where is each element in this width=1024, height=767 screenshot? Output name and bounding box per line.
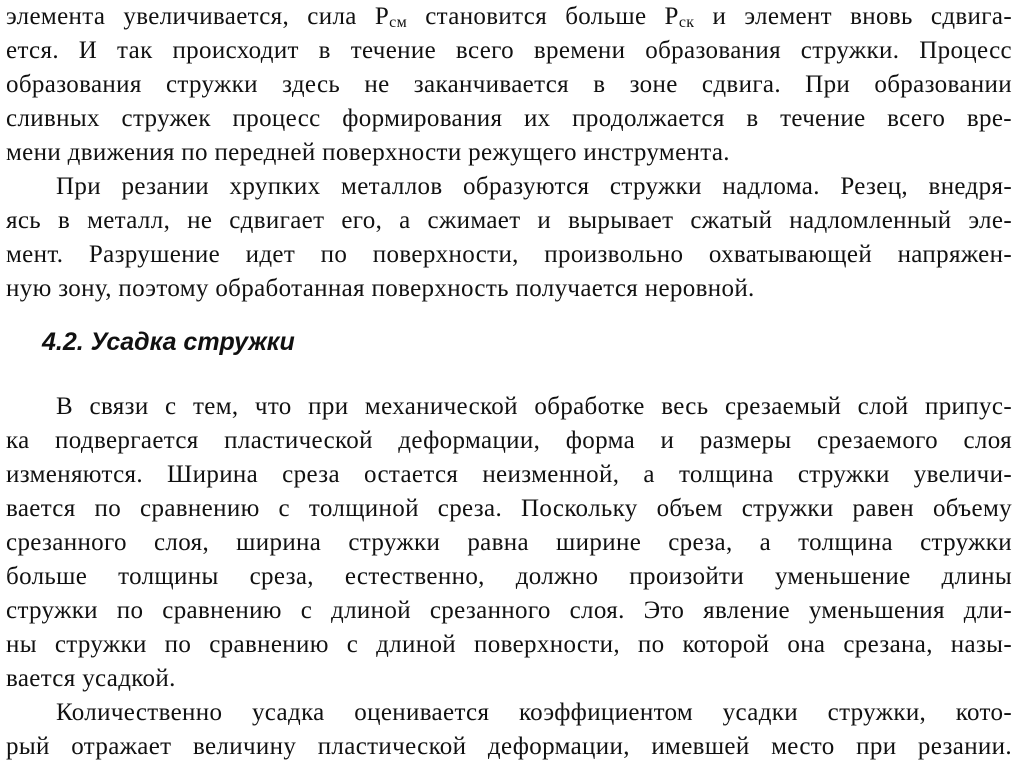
text-line: больше толщины среза, естественно, должно произойти уменьшение длины: [6, 563, 1012, 590]
text-line: стружки по сравнению с длиной срезанного слоя. Это явление уменьшения дли-: [6, 597, 1012, 624]
text-line: мени движения по передней поверхности режущего инструмента.: [6, 139, 730, 166]
text-line: ны стружки по сравнению с длиной поверхности, по которой она срезана, назы-: [6, 631, 1012, 658]
text-line: ка подвергается пластической деформации, форма и размеры срезаемого слоя: [6, 427, 1012, 454]
text-line: При резании хрупких металлов образуются стружки надлома. Резец, внедря-: [56, 173, 1012, 200]
text-line: образования стружки здесь не заканчивается в зоне сдвига. При образовании: [6, 71, 1012, 98]
text-line: сливных стружек процесс формирования их продолжается в течение всего вре-: [6, 105, 1012, 132]
text-line: вается усадкой.: [6, 665, 176, 692]
subscript: см: [389, 14, 408, 31]
text-line: элемента увеличивается, сила Pсм становится больше Pск и элемент вновь сдвига-: [6, 3, 1013, 31]
text-line: ясь в металл, не сдвигает его, а сжимает и вырывает сжатый надломленный эле-: [6, 207, 1012, 234]
text-line: ную зону, поэтому обработанная поверхность получается неровной.: [6, 275, 755, 302]
text-line: рый отражает величину пластической деформации, имевшей место при резании.: [6, 733, 1012, 760]
subscript: ск: [678, 14, 695, 31]
text-line: Количественно усадка оценивается коэффициентом усадки стружки, кото-: [56, 699, 1012, 726]
text-line: ется. И так происходит в течение всего времени образования стружки. Процесс: [6, 37, 1012, 64]
text-line: изменяются. Ширина среза остается неизменной, а толщина стружки увеличи-: [6, 461, 1012, 488]
text-line: срезанного слоя, ширина стружки равна ширине среза, а толщина стружки: [6, 529, 1012, 556]
text-line: мент. Разрушение идет по поверхности, произвольно охватывающей напряжен-: [6, 241, 1012, 268]
section-heading: 4.2. Усадка стружки: [42, 328, 295, 356]
text-line: В связи с тем, что при механической обработке весь срезаемый слой припус-: [56, 393, 1012, 420]
text-line: вается по сравнению с толщиной среза. Поскольку объем стружки равен объему: [6, 495, 1012, 522]
